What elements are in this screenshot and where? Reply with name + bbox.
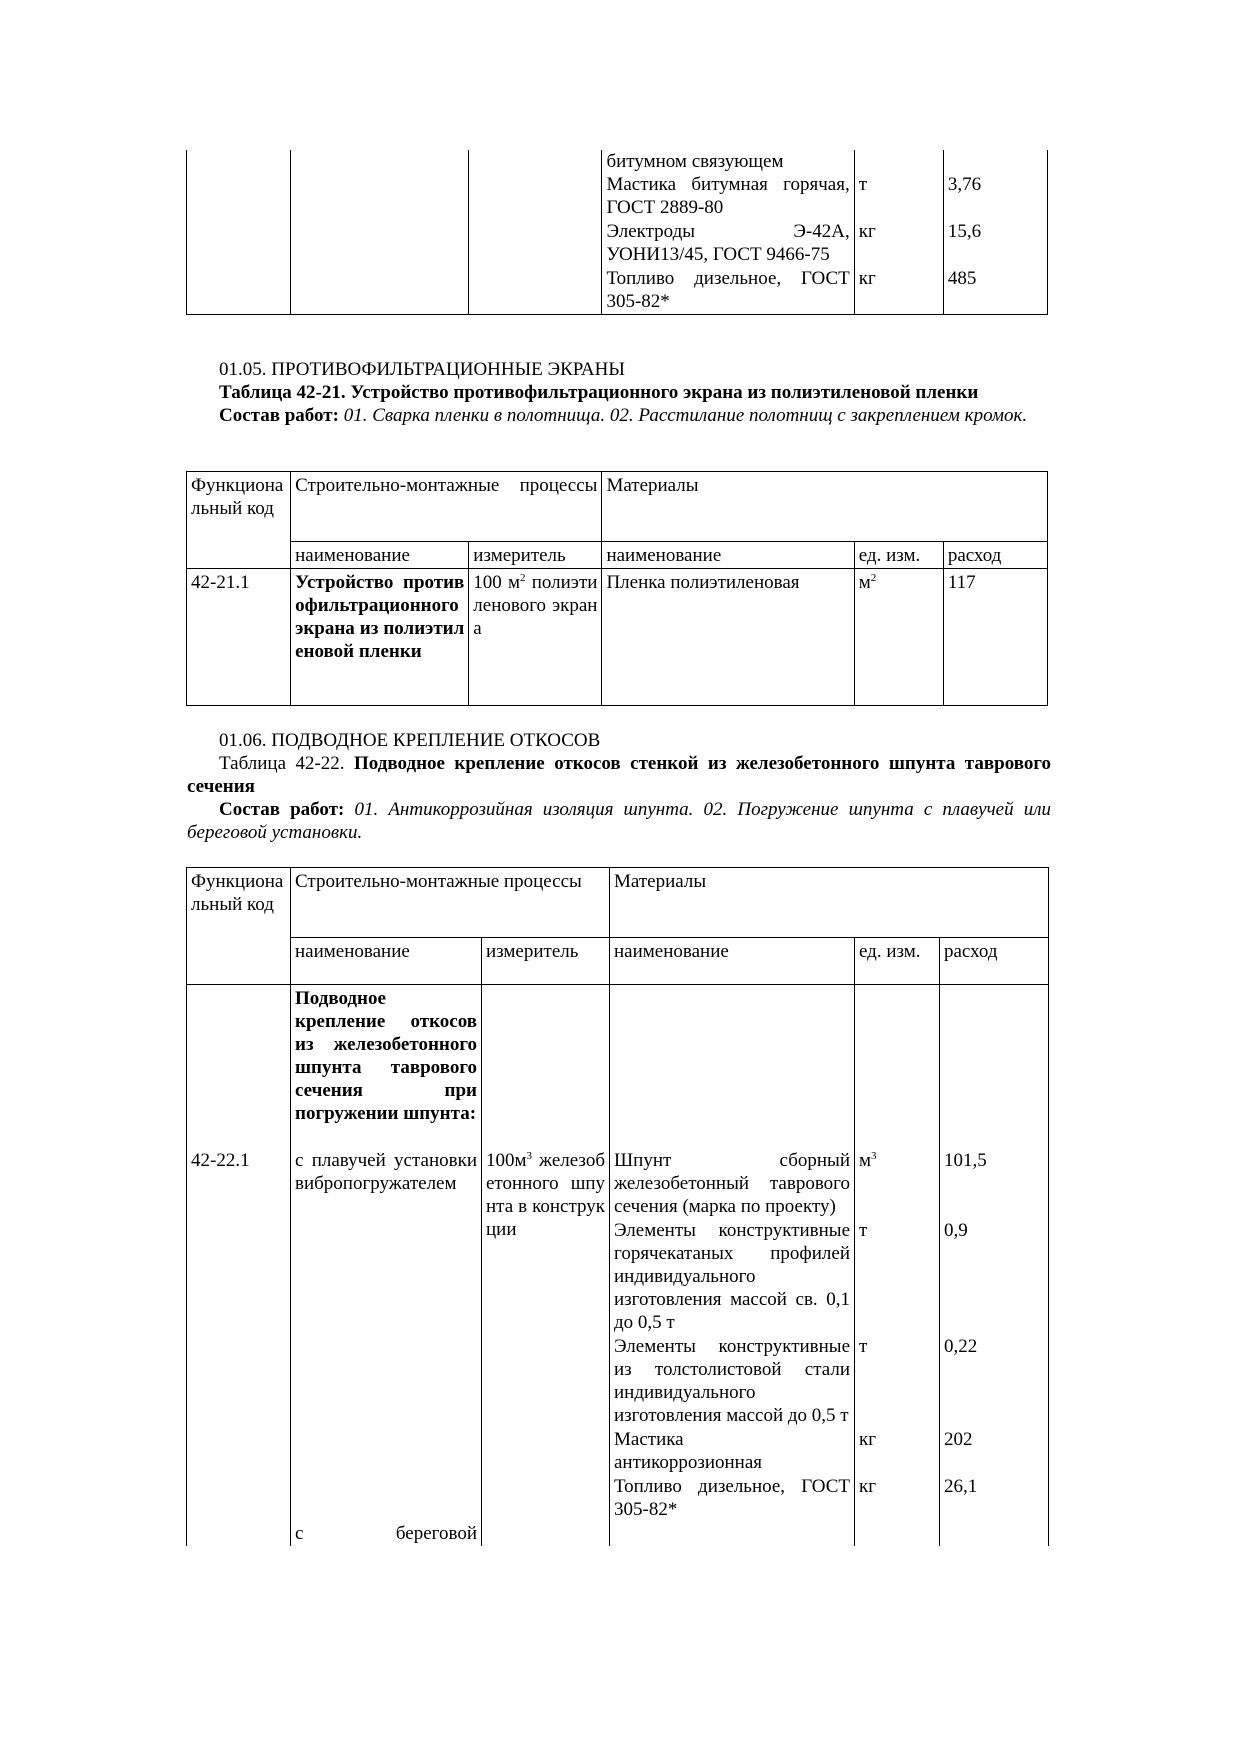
header-unit: ед. изм. [855,938,940,985]
row-amount: 117 [943,569,1047,706]
header-mat-name: наименование [610,938,855,985]
material-amount: 202 [940,1428,1049,1475]
material-amount: 0,9 [940,1219,1049,1335]
table-caption-4222: Таблица 42-22. Подводное крепление откосов стенкой из железобетонного шпунта таврового сечения [187,753,1052,797]
header-materials: Материалы [602,472,1048,542]
header-func-code: Функциональный код [187,472,291,569]
table-42-21 [186,471,1048,706]
material-item: Топливо дизельное, ГОСТ 305-82* [610,1475,855,1522]
material-unit: т [855,1335,940,1428]
material-unit: $м^3$ [855,1147,940,1219]
material-item: Шпунт сборный железобетонный таврового сечения (марка по проекту) [610,1147,855,1219]
row-code: 42-21.1 [187,569,291,706]
header-meter: измеритель [469,542,602,569]
material-item: Мастика антикоррозионная [610,1428,855,1475]
material-cell: битумном связующем Мастика битумная горячая, ГОСТ 2889-80 [602,150,854,220]
header-amount: расход [943,542,1047,569]
material-amount: 0,22 [940,1335,1049,1428]
header-processes: Строительно-монтажные процессы [291,472,602,542]
material-unit: т [855,1219,940,1335]
header-processes: Строительно-монтажные процессы [291,868,610,938]
row-meter: 100 $м^2$ полиэтиленового экрана [469,569,602,706]
header-func-code: Функциональный код [187,868,291,985]
work-composition-4222: Состав работ: 01. Антикоррозийная изоляция шпунта. 02. Погружение шпунта с плавучей или береговой установки. [187,799,1051,843]
row-material: Пленка полиэтиленовая [602,569,854,706]
row-process-b: с береговой [291,1522,482,1546]
material-cell: Электроды Э-42А, УОНИ13/45, ГОСТ 9466-75 [602,220,854,267]
table-caption-4221: Таблица 42-21. Устройство противофильтрационного экрана из полиэтиленовой пленки [219,382,979,403]
row-process-a: с плавучей установки вибропогружателем [291,1147,482,1522]
row-code: 42-22.1 [187,1147,291,1522]
material-amount: 101,5 [940,1147,1049,1219]
work-composition-4221: Состав работ: 01. Сварка пленки в полотнища. 02. Расстилание полотнищ с закреплением кромок. [219,405,1028,426]
header-name: наименование [291,542,469,569]
header-materials: Материалы [610,868,1049,938]
header-amount: расход [940,938,1049,985]
material-unit: кг [855,1475,940,1522]
material-cell: Топливо дизельное, ГОСТ 305-82* [602,267,854,314]
row-meter: $100м^3$ железобетонного шпунта в конструкции [482,1147,610,1522]
header-name: наименование [291,938,482,985]
material-item: Элементы конструктивные из толстолистовой стали индивидуального изготовления массой до 0,5 т [610,1335,855,1428]
material-item: Элементы конструктивные горячекатаных профилей индивидуального изготовления массой св. 0,1 до 0,5 т [610,1219,855,1335]
header-meter: измеритель [482,938,610,985]
group-title: Подводное крепление откосов из железобетонного шпунта таврового сечения при погружении шпунта: [291,985,482,1147]
section-heading-0106: 01.06. ПОДВОДНОЕ КРЕПЛЕНИЕ ОТКОСОВ [219,730,601,751]
row-unit: $м^2$ [854,569,943,706]
material-unit: кг [855,1428,940,1475]
table-continuation: битумном связующем Мастика битумная горячая, ГОСТ 2889-80 т 3,76 Электроды Э-42А, УОНИ13/45, ГОСТ 9466-75 кг 15,6 Топливо дизельное, ГОСТ 305-82* кг 485 [186,150,1048,315]
header-mat-name: наименование [602,542,854,569]
section-heading-0105: 01.05. ПРОТИВОФИЛЬТРАЦИОННЫЕ ЭКРАНЫ [219,359,625,380]
material-amount: 26,1 [940,1475,1049,1522]
header-unit: ед. изм. [854,542,943,569]
table-42-22 [186,867,1049,1546]
row-process: Устройство противофильтрационного экрана из полиэтиленовой пленки [291,569,469,706]
